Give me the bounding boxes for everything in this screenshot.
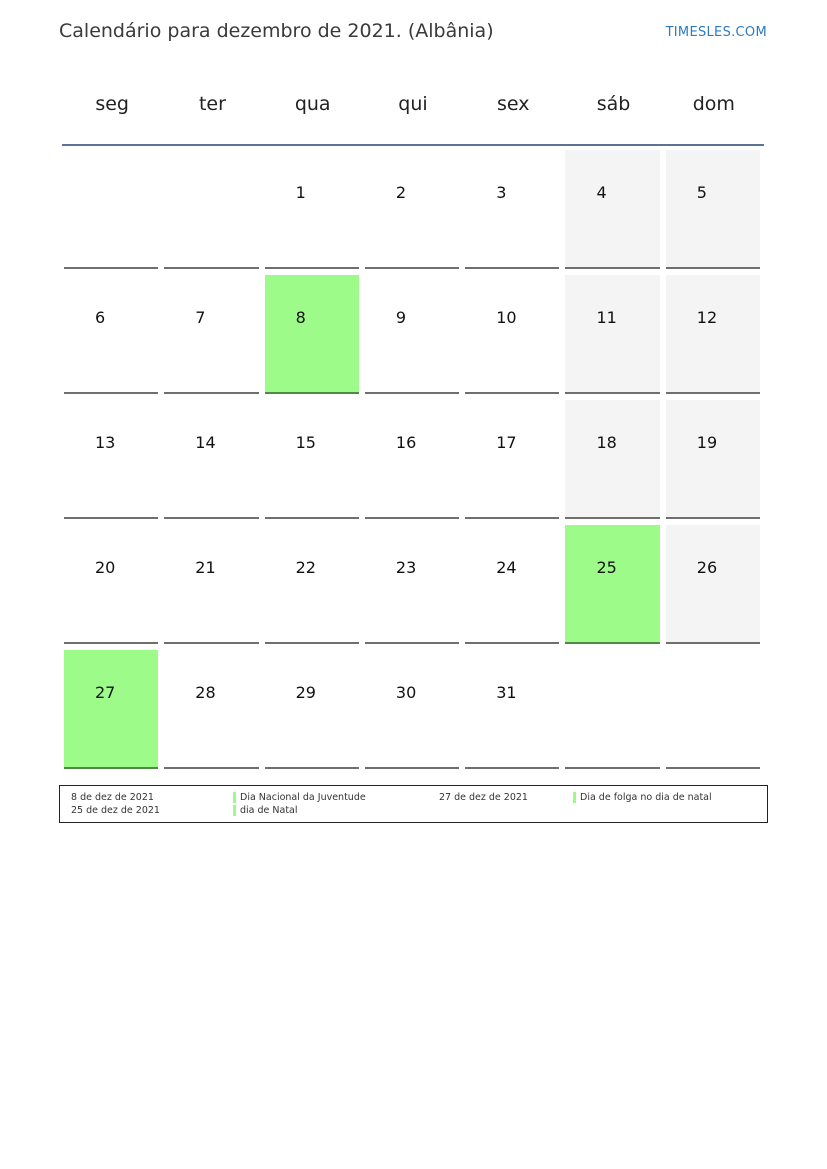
day-cell	[263, 148, 363, 273]
day-number: 11	[596, 308, 617, 327]
day-cell-background	[565, 525, 659, 644]
day-number: 30	[395, 683, 417, 702]
day-cell	[463, 273, 563, 398]
day-cell-background	[64, 650, 158, 769]
day-number: 25	[596, 558, 617, 577]
day-cell-background	[465, 650, 559, 769]
day-number: 19	[696, 433, 718, 452]
legend-date: 8 de dez de 2021	[71, 792, 154, 803]
day-number: 17	[496, 433, 517, 452]
day-cell-background	[164, 150, 258, 269]
day-cell-background	[265, 400, 359, 519]
day-number: 8	[295, 308, 306, 327]
legend-holiday-name: Dia de folga no dia de natal	[573, 792, 712, 803]
day-cell-background	[265, 275, 359, 394]
day-cell-background	[265, 650, 359, 769]
day-cell-background	[565, 275, 659, 394]
day-number: 12	[696, 308, 718, 327]
weekday-label: qua	[294, 93, 331, 115]
day-cell-background	[565, 150, 659, 269]
day-number: 16	[395, 433, 417, 452]
day-cell-background	[164, 650, 258, 769]
weekday-label: dom	[692, 93, 735, 115]
day-cell	[664, 523, 764, 648]
day-cell-background	[365, 275, 459, 394]
day-cell-background	[365, 650, 459, 769]
day-cell	[263, 398, 363, 523]
empty-day-cell	[563, 648, 663, 773]
day-cell-background	[64, 275, 158, 394]
day-cell	[363, 523, 463, 648]
day-cell-background	[64, 525, 158, 644]
day-cell-background	[465, 400, 559, 519]
day-cell-background	[164, 525, 258, 644]
weekday-header	[62, 64, 764, 146]
day-cell	[263, 523, 363, 648]
day-cell	[563, 148, 663, 273]
empty-day-cell	[162, 148, 262, 273]
day-cell	[62, 273, 162, 398]
legend-holiday-name: Dia Nacional da Juventude	[233, 792, 366, 803]
legend-holiday-name: dia de Natal	[233, 805, 298, 816]
day-number: 26	[696, 558, 718, 577]
day-cell-background	[465, 150, 559, 269]
weekday-label: sáb	[596, 93, 631, 115]
day-cell-background	[365, 525, 459, 644]
day-cell	[162, 273, 262, 398]
day-cell-background	[265, 525, 359, 644]
calendar-grid	[62, 148, 766, 773]
day-cell	[463, 148, 563, 273]
day-number: 18	[596, 433, 617, 452]
day-cell	[363, 273, 463, 398]
day-number: 9	[395, 308, 407, 327]
page-title: Calendário para dezembro de 2021. (Albânia)	[59, 20, 494, 42]
legend-date: 27 de dez de 2021	[439, 792, 528, 803]
day-number: 13	[95, 433, 116, 452]
day-cell	[162, 523, 262, 648]
day-cell	[463, 523, 563, 648]
day-number: 2	[395, 183, 407, 202]
day-cell-background	[164, 275, 258, 394]
day-cell	[162, 648, 262, 773]
day-cell	[664, 398, 764, 523]
day-cell-background	[666, 275, 760, 394]
day-cell-background	[666, 525, 760, 644]
day-cell	[563, 273, 663, 398]
day-cell	[363, 398, 463, 523]
day-number: 28	[195, 683, 216, 702]
day-cell	[62, 398, 162, 523]
day-cell-background	[365, 400, 459, 519]
day-cell-background	[666, 400, 760, 519]
day-number: 22	[295, 558, 316, 577]
day-cell	[162, 398, 262, 523]
day-number: 1	[295, 183, 306, 202]
day-cell	[664, 273, 764, 398]
day-number: 24	[496, 558, 517, 577]
weekday-label: ter	[198, 93, 226, 115]
day-cell	[563, 398, 663, 523]
day-number: 23	[395, 558, 417, 577]
day-cell-background	[666, 650, 760, 769]
day-cell	[463, 648, 563, 773]
day-cell-background	[565, 650, 659, 769]
day-number: 14	[195, 433, 216, 452]
day-cell	[463, 398, 563, 523]
brand-link[interactable]: TIMESLES.COM	[665, 25, 767, 40]
day-cell	[263, 273, 363, 398]
day-cell	[664, 148, 764, 273]
day-cell-background	[64, 150, 158, 269]
weekday-label: qui	[398, 93, 428, 115]
day-number: 4	[596, 183, 607, 202]
day-number: 10	[496, 308, 517, 327]
holiday-legend	[59, 785, 768, 823]
day-cell-background	[64, 400, 158, 519]
empty-day-cell	[62, 148, 162, 273]
day-number: 21	[195, 558, 216, 577]
day-cell	[363, 648, 463, 773]
day-number: 31	[496, 683, 517, 702]
day-cell-background	[465, 275, 559, 394]
day-cell	[62, 648, 162, 773]
day-cell-background	[164, 400, 258, 519]
day-number: 5	[696, 183, 707, 202]
day-cell-background	[265, 150, 359, 269]
day-cell-background	[365, 150, 459, 269]
day-number: 7	[195, 308, 206, 327]
day-cell	[563, 523, 663, 648]
day-cell-background	[666, 150, 760, 269]
day-number: 20	[95, 558, 116, 577]
day-number: 3	[496, 183, 507, 202]
day-cell	[263, 648, 363, 773]
legend-date: 25 de dez de 2021	[71, 805, 160, 816]
day-number: 6	[95, 308, 106, 327]
weekday-label: seg	[95, 93, 129, 115]
empty-day-cell	[664, 648, 764, 773]
day-cell	[62, 523, 162, 648]
day-cell-background	[565, 400, 659, 519]
weekday-label: sex	[497, 93, 530, 115]
day-number: 27	[95, 683, 116, 702]
day-cell	[363, 148, 463, 273]
day-number: 29	[295, 683, 316, 702]
day-cell-background	[465, 525, 559, 644]
day-number: 15	[295, 433, 316, 452]
